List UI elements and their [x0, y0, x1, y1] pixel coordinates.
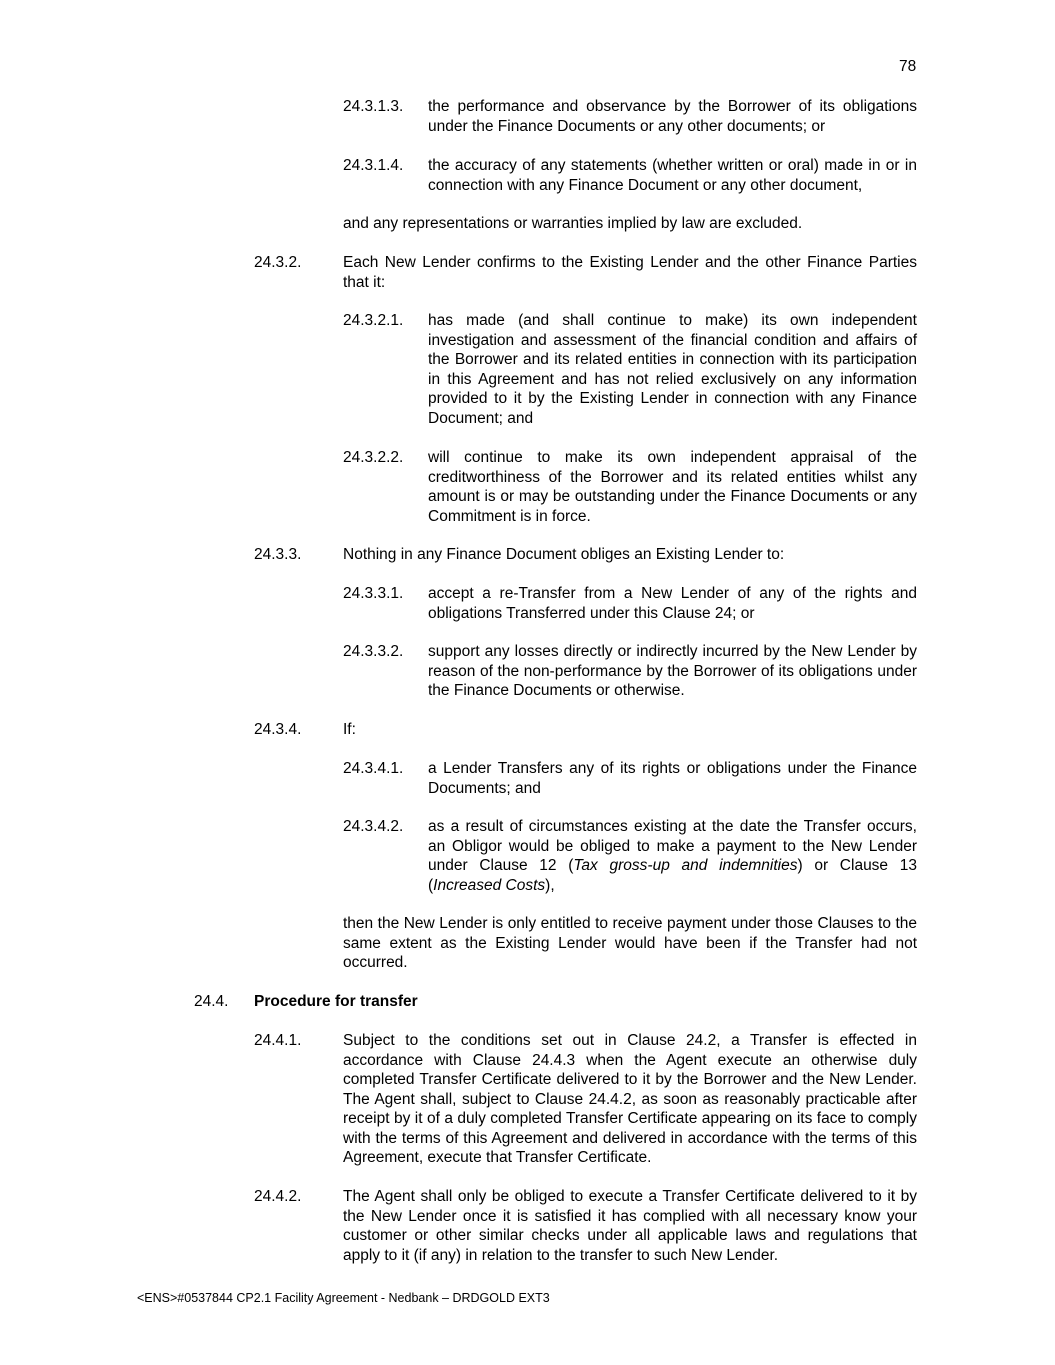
clause-text: The Agent shall only be obliged to execute a Transfer Certificate delivered to it by the New Lender once it is satisfied it has complied with all necessary know your customer or other similar checks under all applicable laws and regulations that apply to it (if any) in relation to the transfer to such New Lender.	[343, 1188, 917, 1264]
section-heading: Procedure for transfer	[254, 993, 418, 1010]
clause-text-part: ) or Clause 13 (	[428, 857, 917, 894]
clause-number: 24.3.2.1.	[343, 312, 404, 329]
page-number: 78	[899, 58, 917, 75]
clause-text: Nothing in any Finance Document obliges an Existing Lender to:	[343, 546, 785, 563]
clause-number: 24.3.1.4.	[343, 157, 404, 174]
clause-number: 24.3.3.1.	[343, 585, 404, 602]
clause-text: the accuracy of any statements (whether written or oral) made in or in connection with any Finance Document or any other document,	[428, 157, 917, 194]
clause-text: will continue to make its own independent appraisal of the creditworthiness of the Borrower and its related entities whilst any amount is or may be outstanding under the Finance Documents or any Commitment is in force.	[428, 449, 917, 525]
clause-number: 24.4.1.	[254, 1032, 302, 1049]
clause-text: a Lender Transfers any of its rights or obligations under the Finance Documents; and	[428, 760, 917, 797]
clause-text: has made (and shall continue to make) its own independent investigation and assessment of the financial condition and affairs of the Borrower and its related entities in connection with its participation in this Agreement and has not relied exclusively on any information provided to it by the Existing Lender in connection with any Finance Document; and	[428, 312, 917, 427]
clause-number: 24.4.2.	[254, 1188, 302, 1205]
clause-text	[428, 817, 917, 895]
document-footer: <ENS>#0537844 CP2.1 Facility Agreement - Nedbank – DRDGOLD EXT3	[137, 1291, 550, 1305]
clause-number: 24.3.2.	[254, 254, 302, 271]
clause-text-part: as a result of circumstances existing at the date the Transfer occurs, an Obligor would be obliged to make a payment to the New Lender under Clause 12 (	[428, 818, 917, 874]
clause-number: 24.3.3.2.	[343, 643, 404, 660]
clause-text: accept a re-Transfer from a New Lender of any of the rights and obligations Transferred under this Clause 24; or	[428, 585, 917, 622]
clause-title-italic: Tax gross-up and indemnities	[573, 857, 798, 874]
clause-text-part: ),	[545, 876, 555, 894]
clause-text: Each New Lender confirms to the Existing Lender and the other Finance Parties that it:	[343, 254, 917, 291]
clause-text: If:	[343, 721, 356, 738]
clause-title-italic: Increased Costs	[433, 876, 546, 894]
clause-number: 24.3.1.3.	[343, 98, 404, 115]
clause-text: the performance and observance by the Borrower of its obligations under the Finance Documents or any other documents; or	[428, 98, 917, 135]
section-number: 24.4.	[194, 993, 229, 1010]
paragraph: and any representations or warranties implied by law are excluded.	[343, 215, 803, 232]
clause-text: Subject to the conditions set out in Clause 24.2, a Transfer is effected in accordance with Clause 24.4.3 when the Agent execute an otherwise duly completed Transfer Certificate delivered to it by the Borrower and the New Lender. The Agent shall, subject to Clause 24.4.2, as soon as reasonably practicable after receipt by it of a duly completed Transfer Certificate appearing on its face to comply with the terms of this Agreement and delivered in accordance with the terms of this Agreement, execute that Transfer Certificate.	[343, 1032, 917, 1166]
clause-text: support any losses directly or indirectly incurred by the New Lender by reason of the non-performance by the Borrower of its obligations under the Finance Documents or otherwise.	[428, 643, 917, 699]
paragraph: then the New Lender is only entitled to receive payment under those Clauses to the same extent as the Existing Lender would have been if the Transfer had not occurred.	[343, 915, 917, 971]
clause-number: 24.3.3.	[254, 546, 302, 563]
clause-number: 24.3.4.1.	[343, 760, 404, 777]
clause-number: 24.3.4.2.	[343, 818, 404, 835]
clause-number: 24.3.4.	[254, 721, 302, 738]
clause-number: 24.3.2.2.	[343, 449, 404, 466]
